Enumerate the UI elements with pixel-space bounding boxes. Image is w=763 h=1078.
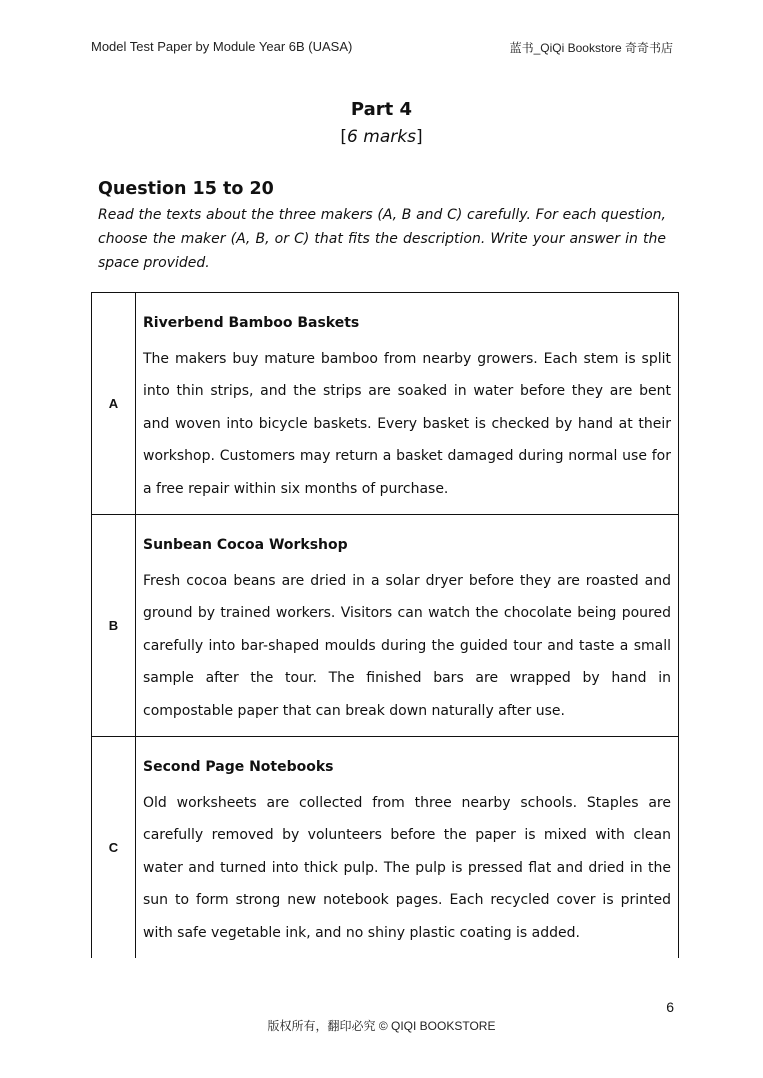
- part-title: Part 4: [350, 99, 413, 120]
- maker-row-c: [92, 737, 679, 958]
- question-instructions: Read the texts about the three makers (A, B and C) carefully. For each question, choose the maker (A, B, or C) that fits the description. Write your answer in the space provided.: [98, 207, 666, 271]
- header-right-bookstore: 蓝书_QiQi Bookstore 奇奇书店: [509, 41, 673, 55]
- maker-description: The makers buy mature bamboo from nearby growers. Each stem is split into thin strips, and the strips are soaked in water before they are bent and woven into bicycle baskets. Every basket is checked by hand at their workshop. Customers may return a basket damaged during normal use for a free repair within six months of purchase.: [143, 350, 671, 497]
- maker-content: [136, 293, 679, 515]
- page-number: 6: [666, 999, 674, 1015]
- maker-content: [136, 737, 679, 958]
- maker-description: Fresh cocoa beans are dried in a solar dryer before they are roasted and ground by trained workers. Visitors can watch the chocolate being poured carefully into bar-shaped moulds during the guided tour and taste a small sample after the tour. The finished bars are wrapped by hand in compostable paper that can break down naturally after use.: [143, 572, 671, 719]
- question-title: Question 15 to 20: [98, 179, 274, 199]
- copyright-footer: 版权所有，翻印必究 © QIQI BOOKSTORE: [267, 1019, 496, 1033]
- maker-letter: B: [92, 515, 136, 737]
- maker-name: Riverbend Bamboo Baskets: [143, 314, 360, 331]
- makers-table: [91, 292, 679, 958]
- maker-name: Second Page Notebooks: [143, 758, 334, 775]
- maker-name: Sunbean Cocoa Workshop: [143, 536, 348, 553]
- part-marks-value: 6 marks: [347, 127, 416, 147]
- maker-description: Old worksheets are collected from three nearby schools. Staples are carefully removed by volunteers before the paper is mixed with clean water and turned into thick pulp. The pulp is pressed flat and dried in the sun to form strong new notebook pages. Each recycled cover is printed with safe vegetable ink, and no shiny plastic coating is added.: [143, 794, 671, 941]
- maker-content: [136, 515, 679, 737]
- maker-row-b: [92, 515, 679, 737]
- maker-row-a: [92, 293, 679, 515]
- maker-letter: A: [92, 293, 136, 515]
- header-left-title: Model Test Paper by Module Year 6B (UASA): [91, 39, 353, 54]
- maker-letter: C: [92, 737, 136, 958]
- part-marks: [6 marks]: [340, 127, 423, 147]
